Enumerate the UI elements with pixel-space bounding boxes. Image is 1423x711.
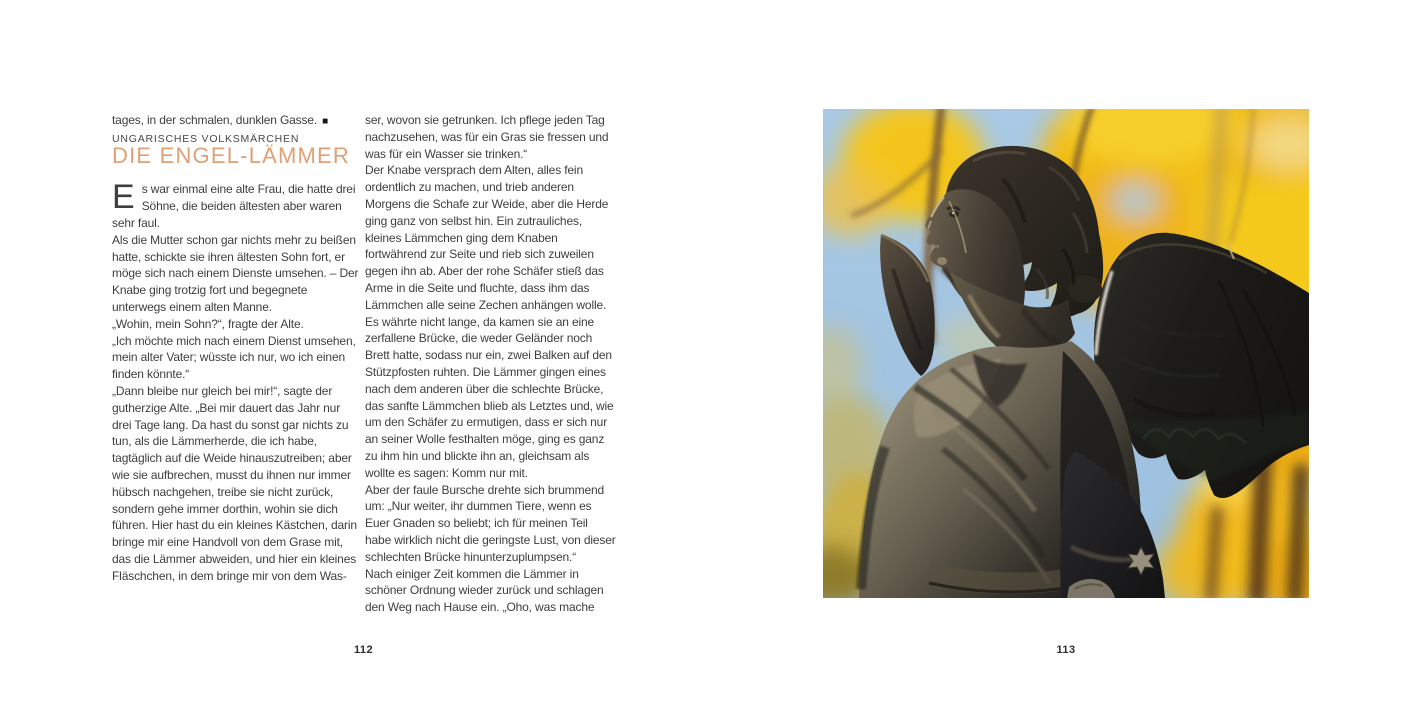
paragraph-text: s war einmal eine alte Frau, die hatte drei Söhne, die beiden ältesten aber waren sehr faul. [112, 182, 356, 230]
drop-cap: E [112, 178, 135, 217]
story-title: DIE ENGEL-LÄMMER [112, 142, 351, 168]
story-end-mark: ■ [322, 116, 329, 127]
page-number-right: 113 [1056, 644, 1076, 656]
paragraph: Der Knabe versprach dem Alten, alles fein ordentlich zu machen, und trieb anderen Morgens die Schafe zur Weide, aber die Herde ging ganz von selbst hin. Ein zutrauliches, kleines Lämmchen ging dem Knaben fortwährend zur Seite und rieb sich zuweilen gegen ihn ab. Aber der rohe Schäfer stieß das Arme in die Seite und fluchte, dass ihm das Lämmchen alle seine Zechen anhängen wolle. Es währte nicht lange, da kamen sie an eine zerfallene Brücke, die weder Geländer noch Brett hatte, sodass nur ein, zwei Balken auf den Stützpfosten ruhten. Die Lämmer gingen eines nach dem anderen über die schlechte Brücke, das sanfte Lämmchen blieb als Letztes und, wie um den Schäfer zu ermutigen, dass er sich nur an seiner Wolle festhalten möge, ging es ganz zu ihm hin und blickte ihn an, gleichsam als wollte es sagen: Komm nur mit. [365, 163, 614, 480]
left-page-column-2 [365, 112, 616, 616]
angel-statue-illustration [823, 109, 1309, 598]
left-page-column-1 [112, 112, 359, 585]
story-kicker: UNGARISCHES VOLKSMÄRCHEN [112, 132, 300, 145]
page-number-left: 112 [354, 644, 373, 656]
angel-statue-photo [823, 109, 1309, 598]
continuation-line [112, 112, 359, 131]
paragraph [112, 178, 359, 231]
paragraph: ser, wovon sie getrunken. Ich pflege jeden Tag nachzusehen, was für ein Gras sie fressen und was für ein Wasser sie trinken.“ [365, 113, 609, 161]
paragraph: „Wohin, mein Sohn?“, fragte der Alte. [112, 316, 304, 331]
paragraph: Aber der faule Bursche drehte sich brummend um: „Nur weiter, ihr dummen Tiere, wenn es Euer Gnaden so beliebt; ich für meinen Teil habe wirklich nicht die geringste Lust, von dieser schlechten Brücke hinunterzuplumpsen.“ [365, 482, 616, 564]
paragraph: Als die Mutter schon gar nichts mehr zu beißen hatte, schickte sie ihren ältesten Sohn fort, er möge sich nach einem Dienste umsehen. – Der Knabe ging trotzig fort und begegnete unterwegs einem alten Manne. [112, 232, 359, 314]
continuation-text: tages, in der schmalen, dunklen Gasse. [112, 113, 318, 127]
story-body-column-1 [112, 178, 359, 584]
paragraph: Nach einiger Zeit kommen die Lämmer in schöner Ordnung wieder zurück und schlagen den Weg nach Hause ein. „Oho, was mache [365, 566, 604, 615]
paragraph: „Dann bleibe nur gleich bei mir!“, sagte der gutherzige Alte. „Bei mir dauert das Jahr nur drei Tage lang. Da hast du sonst gar nichts zu tun, als die Lämmerherde, die ich habe, tagtäglich auf die Weide hinauszutreiben; aber wie sie aufbrechen, musst du ihnen nur immer hübsch nachgehen, treibe sie nicht zurück, sondern gehe immer dorthin, wohin sie dich führen. Hier hast du ein kleines Kästchen, darin bringe mir eine Handvoll von dem Grase mit, das die Lämmer abweiden, und hier ein kleines Fläschchen, in dem bringe mir von dem Was- [112, 383, 357, 583]
paragraph: „Ich möchte mich nach einem Dienst umsehen, mein alter Vater; wüsste ich nur, wo ich einen finden könnte.“ [112, 333, 356, 382]
